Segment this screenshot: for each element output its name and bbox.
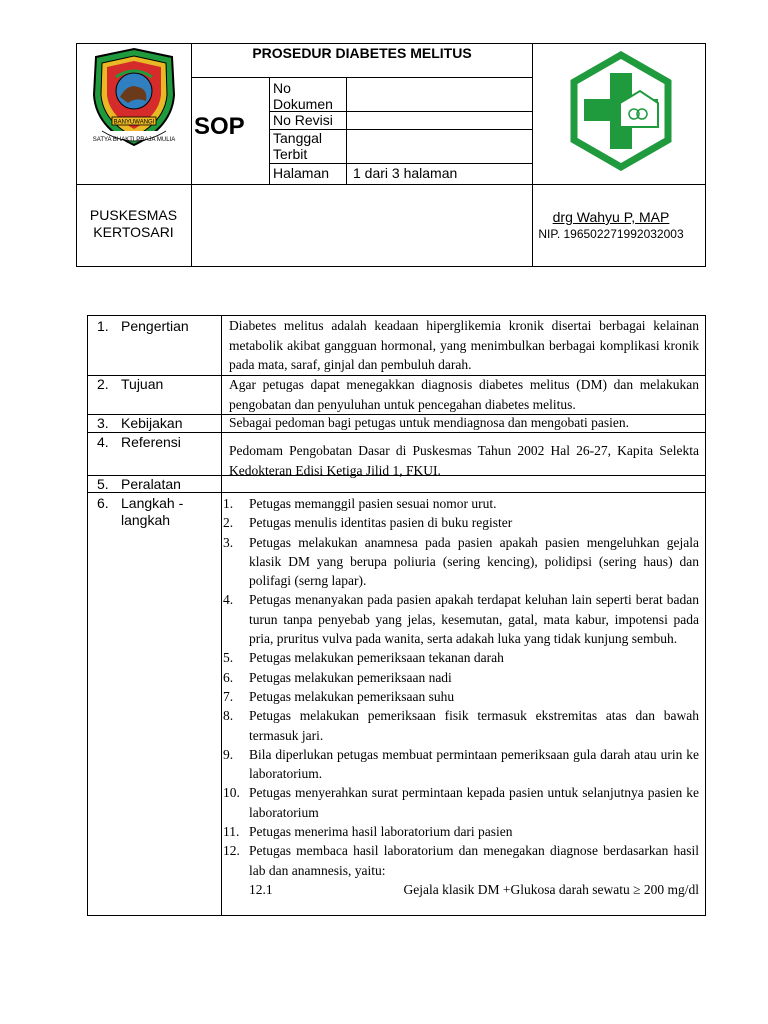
section-number: 3. xyxy=(97,415,109,431)
step-number: 1. xyxy=(223,496,234,511)
section-content-pengertian: Diabetes melitus adalah keadaan hiperglikemia kronik disertai berbagai kelainan metabolik akibat gangguan hormonal, yang menimbulkan berbagai komplikasi kronik pada mata, saraf, ginjal dan pembuluh darah. xyxy=(229,318,699,372)
section-label-langkah xyxy=(97,495,183,529)
institution-line-2: KERTOSARI xyxy=(93,224,174,240)
section-title: Peralatan xyxy=(121,476,181,492)
list-item xyxy=(223,783,699,822)
list-item xyxy=(223,648,699,667)
step-text: Bila diperlukan petugas membuat permintaan pemeriksaan gula darah atau urin ke laboratorium. xyxy=(249,746,699,782)
institution-name xyxy=(76,207,191,241)
sop-label: SOP xyxy=(194,113,245,140)
step-number: 6. xyxy=(223,669,234,685)
section-number: 6. xyxy=(97,495,109,511)
step-text: Petugas memanggil pasien sesuai nomor urut. xyxy=(249,496,497,511)
step-number: 2. xyxy=(223,515,234,531)
step-number: 7. xyxy=(223,688,234,704)
sop-header xyxy=(76,43,706,267)
list-item xyxy=(223,494,699,513)
section-title-line-1: Langkah - xyxy=(121,495,184,511)
field-value-halaman: 1 dari 3 halaman xyxy=(353,165,458,181)
section-label-kebijakan xyxy=(97,415,183,432)
step-text: Petugas melakukan pemeriksaan nadi xyxy=(249,669,452,685)
list-item xyxy=(223,822,699,841)
section-title: Referensi xyxy=(121,434,181,450)
step-text: Petugas menulis identitas pasien di buku register xyxy=(249,515,513,531)
step-text: Petugas menanyakan pada pasien apakah terdapat keluhan lain seperti berat badan turun tanpa penyebab yang jelas, kesemutan, gatal, mata kabur, impotensi pada pria, pruritus vulva pada wanita, serta adakah luka yang tidak kunjung sembuh. xyxy=(249,592,699,647)
list-item xyxy=(223,533,699,591)
step-number: 8. xyxy=(223,708,234,724)
step-number: 3. xyxy=(223,534,234,550)
document-title: PROSEDUR DIABETES MELITUS xyxy=(252,45,472,61)
step-text: Petugas melakukan pemeriksaan fisik termasuk ekstremitas atas dan bawah termasuk jari. xyxy=(249,708,699,743)
sub-step xyxy=(223,880,699,899)
list-item xyxy=(223,590,699,648)
step-text: Petugas menyerahkan surat permintaan kepada pasien untuk selanjutnya pasien ke laboratorium xyxy=(249,785,699,820)
section-content-tujuan: Agar petugas dapat menegakkan diagnosis diabetes melitus (DM) dan melakukan pengobatan dan penyuluhan untuk pencegahan diabetes melitus. xyxy=(229,377,699,412)
section-number: 1. xyxy=(97,318,109,334)
step-number: 5. xyxy=(223,650,234,666)
list-item xyxy=(223,706,699,745)
section-title: Tujuan xyxy=(121,376,164,392)
institution-line-1: PUSKESMAS xyxy=(89,207,178,223)
step-number: 10. xyxy=(223,785,240,801)
signer-nip: NIP. 196502271992032003 xyxy=(538,227,684,241)
signer-name: drg Wahyu P, MAP xyxy=(552,209,670,225)
section-title-line-2: langkah xyxy=(121,512,171,528)
field-label-no-dokumen: No Dokumen xyxy=(273,80,333,112)
field-label-tanggal-terbit: Tanggal Terbit xyxy=(273,130,323,162)
section-title xyxy=(121,495,183,529)
step-number: 11. xyxy=(223,824,240,840)
step-text: Petugas melakukan pemeriksaan tekanan darah xyxy=(249,650,504,666)
section-label-tujuan xyxy=(97,376,163,393)
sub-step-text: Gejala klasik DM +Glukosa darah sewatu ≥ 200 mg/dl xyxy=(403,881,699,897)
section-label-peralatan xyxy=(97,476,181,493)
step-text: Petugas melakukan anamnesa pada pasien apakah pasien mengeluhkan gejala klasik DM yang berupa poliuria (sering kencing), polidipsi (sering haus) dan polifagi (serng lapar). xyxy=(249,534,699,589)
field-label-no-revisi: No Revisi xyxy=(273,112,333,128)
step-number: 4. xyxy=(223,592,234,608)
list-item xyxy=(223,745,699,784)
svg-text:SATYA BHAKTI PRAJA MULIA: SATYA BHAKTI PRAJA MULIA xyxy=(92,137,176,143)
list-item xyxy=(223,841,699,880)
step-number: 9. xyxy=(223,746,234,762)
banyuwangi-crest-logo xyxy=(88,47,180,149)
step-text: Petugas membaca hasil laboratorium dan menegakan diagnose berdasarkan hasil lab dan anamnesis, yaitu: xyxy=(249,843,699,878)
section-number: 4. xyxy=(97,434,109,450)
section-label-referensi xyxy=(97,434,181,451)
step-text: Petugas melakukan pemeriksaan suhu xyxy=(249,688,455,704)
section-content-kebijakan: Sebagai pedoman bagi petugas untuk mendiagnosa dan mengobati pasien. xyxy=(229,415,630,430)
section-title: Kebijakan xyxy=(121,415,183,431)
section-number: 2. xyxy=(97,376,109,392)
step-text: Petugas menerima hasil laboratorium dari pasien xyxy=(249,824,513,840)
step-number: 12. xyxy=(223,843,240,859)
section-content-referensi: Pedomam Pengobatan Dasar di Puskesmas Tahun 2002 Hal 26-27, Kapita Selekta Kedokteran Edisi Ketiga Jilid 1, FKUI. xyxy=(229,443,699,478)
sub-step-number: 12.1 xyxy=(249,881,273,897)
section-title: Pengertian xyxy=(121,318,189,334)
svg-text:BANYUWANGI: BANYUWANGI xyxy=(113,119,155,126)
list-item xyxy=(223,513,699,532)
sop-body-table xyxy=(87,315,706,916)
field-label-halaman: Halaman xyxy=(273,165,330,181)
procedure-steps xyxy=(223,494,699,899)
section-number: 5. xyxy=(97,476,109,492)
list-item xyxy=(223,687,699,706)
puskesmas-logo xyxy=(568,51,674,171)
section-label-pengertian xyxy=(97,318,189,335)
list-item xyxy=(223,668,699,687)
